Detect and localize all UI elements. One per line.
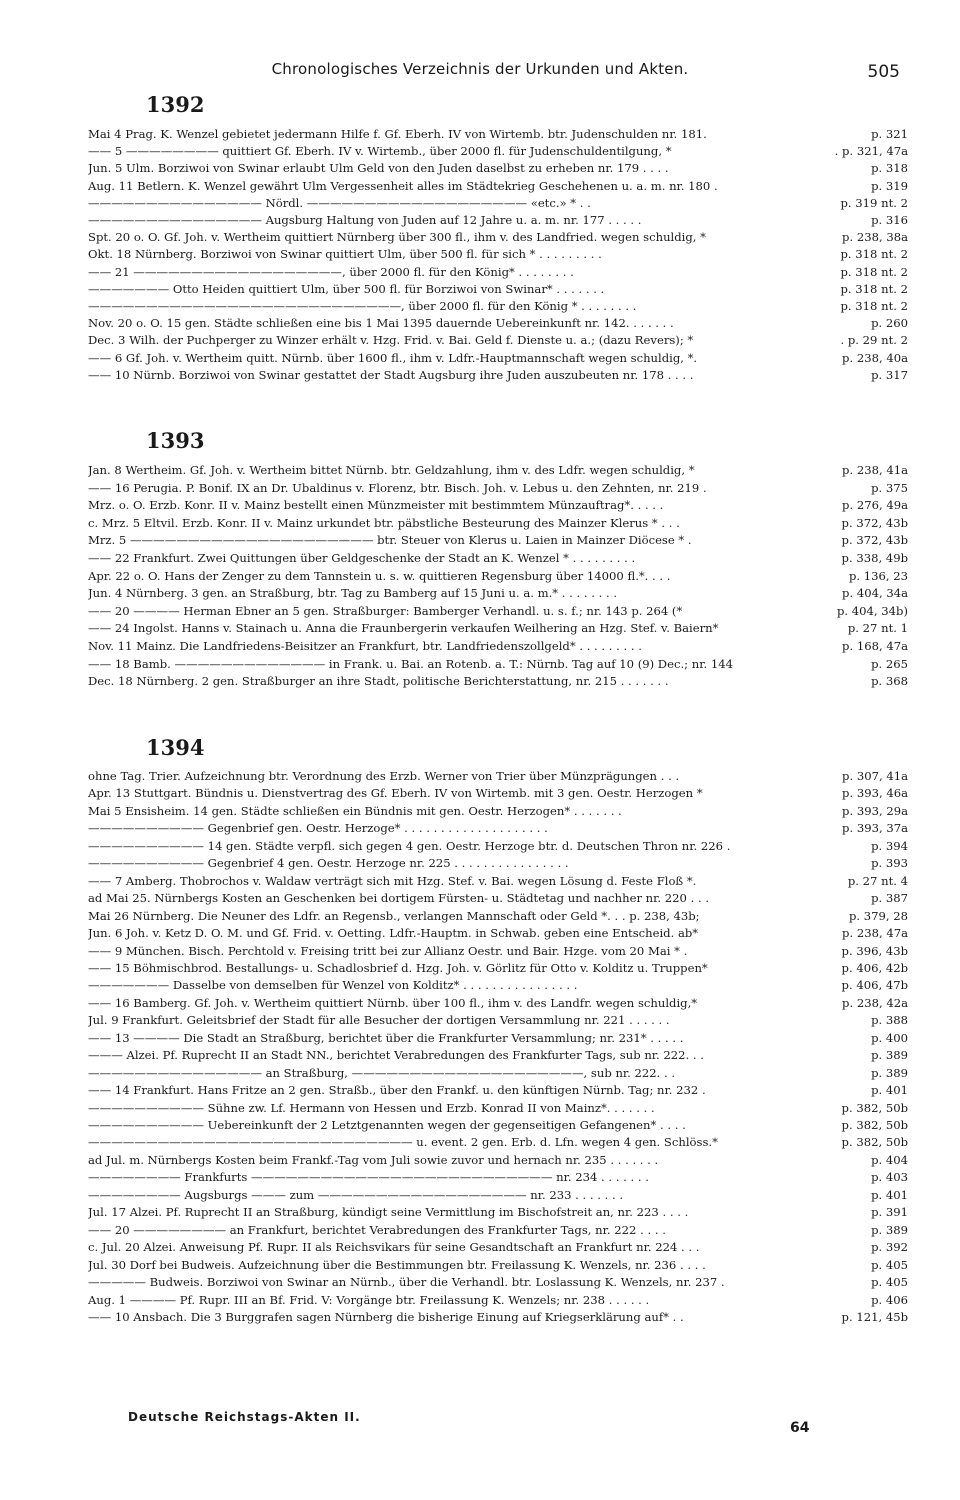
entry-text: ad Mai 25. Nürnbergs Kosten an Geschenken bei dortigem Fürsten- u. Städtetag und nachher nr. 220 . . . xyxy=(88,891,710,906)
page-reference: p. 393, 37a xyxy=(838,820,908,837)
page-reference: p. 238, 47a xyxy=(838,925,908,942)
page-reference: p. 238, 38a xyxy=(838,229,908,246)
register-entry xyxy=(88,298,908,315)
register-entry xyxy=(88,332,908,349)
page-reference: p. 375 xyxy=(867,480,908,497)
page-reference: . p. 29 nt. 2 xyxy=(837,332,908,349)
page-reference: p. 406, 47b xyxy=(838,977,908,994)
register-entry xyxy=(88,160,908,177)
page-reference: p. 393, 29a xyxy=(838,803,908,820)
page-reference: p. 265 xyxy=(867,656,908,673)
register-entry xyxy=(88,890,908,907)
register-entry xyxy=(88,925,908,942)
entry-text: —— 16 Bamberg. Gf. Joh. v. Wertheim quittiert Nürnb. über 100 fl., ihm v. des Landfr. wegen schuldig,* xyxy=(88,995,698,1010)
entry-text: —— 13 ———— Die Stadt an Straßburg, berichtet über die Frankfurter Versammlung; nr. 231* . . . . . xyxy=(88,1030,684,1045)
page-reference: p. 382, 50b xyxy=(838,1134,908,1151)
register-entry xyxy=(88,960,908,977)
page-reference: p. 405 xyxy=(867,1257,908,1274)
page-reference: p. 404, 34b) xyxy=(833,603,908,620)
register-entry xyxy=(88,638,908,655)
entry-text: —————————— Sühne zw. Lf. Hermann von Hessen und Erzb. Konrad II von Mainz*. . . . . . . xyxy=(88,1100,655,1115)
page-reference: p. 389 xyxy=(867,1065,908,1082)
register-entry xyxy=(88,1222,908,1239)
page-reference: p. 318 xyxy=(867,160,908,177)
entry-text: Jul. 30 Dorf bei Budweis. Aufzeichnung über die Bestimmungen btr. Freilassung K. Wenzels, nr. 236 . . . . xyxy=(88,1257,706,1272)
page-reference: p. 404, 34a xyxy=(838,585,908,602)
page-reference: p. 393 xyxy=(867,855,908,872)
register-entry xyxy=(88,1204,908,1221)
entry-text: ——————— Dasselbe von demselben für Wenzel von Kolditz* . . . . . . . . . . . . . . . . xyxy=(88,978,578,993)
register-entry xyxy=(88,281,908,298)
entry-text: ———————————————————————————— u. event. 2 gen. Erb. d. Lfn. wegen 4 gen. Schlöss.* xyxy=(88,1135,718,1150)
entry-text: Aug. 11 Betlern. K. Wenzel gewährt Ulm Vergessenheit alles im Städtekrieg Geschehenen u. a. m. nr. 180 . xyxy=(88,178,718,193)
entry-text: ohne Tag. Trier. Aufzeichnung btr. Verordnung des Erzb. Werner von Trier über Münzprägungen . . . xyxy=(88,769,680,783)
entry-text: ———————— Augsburgs ——— zum —————————————————— nr. 233 . . . . . . . xyxy=(88,1187,624,1202)
page-reference: p. 318 nt. 2 xyxy=(837,298,908,315)
entry-text: Jul. 17 Alzei. Pf. Ruprecht II an Straßburg, kündigt seine Vermittlung im Bischofstreit an, nr. 223 . . . . xyxy=(88,1205,689,1220)
page-reference: p. 318 nt. 2 xyxy=(837,246,908,263)
entry-text: Spt. 20 o. O. Gf. Joh. v. Wertheim quittiert Nürnberg über 300 fl., ihm v. des Landfried. wegen schuldig, * xyxy=(88,230,706,245)
entry-text: ——————————————— an Straßburg, ————————————————————, sub nr. 222. . . xyxy=(88,1065,676,1080)
register-entry xyxy=(88,1082,908,1099)
page-reference: p. 372, 43b xyxy=(838,532,908,549)
entry-text: ad Jul. m. Nürnbergs Kosten beim Frankf.-Tag vom Juli sowie zuvor und hernach nr. 235 . . . . . . . xyxy=(88,1152,659,1167)
register-entry xyxy=(88,143,908,160)
register-entry xyxy=(88,803,908,820)
register-entry xyxy=(88,1152,908,1169)
register-entry xyxy=(88,838,908,855)
page-reference: p. 404 xyxy=(867,1152,908,1169)
page-reference: p. 389 xyxy=(867,1047,908,1064)
entry-text: ——— Alzei. Pf. Ruprecht II an Stadt NN., berichtet Verabredungen des Frankfurter Tags, sub nr. 222. . . xyxy=(88,1048,704,1063)
page-reference: . p. 321, 47a xyxy=(831,143,908,160)
entry-text: —— 7 Amberg. Thobrochos v. Waldaw verträgt sich mit Hzg. Stef. v. Bai. wegen Lösung d. Feste Floß *. xyxy=(88,873,697,888)
page-reference: p. 382, 50b xyxy=(838,1117,908,1134)
entry-text: Apr. 13 Stuttgart. Bündnis u. Dienstvertrag des Gf. Eberh. IV von Wirtemb. mit 3 gen. Oestr. Herzogen * xyxy=(88,786,703,801)
register-entry xyxy=(88,195,908,212)
register-entry xyxy=(88,1117,908,1134)
entry-text: Jan. 8 Wertheim. Gf. Joh. v. Wertheim bittet Nürnb. btr. Geldzahlung, ihm v. des Ldfr. wegen schuldig, * xyxy=(88,463,695,477)
entry-text: —— 10 Ansbach. Die 3 Burggrafen sagen Nürnberg die bisherige Einung auf Kriegserklärung auf* . . xyxy=(88,1309,684,1324)
page-reference: p. 318 nt. 2 xyxy=(837,264,908,281)
entry-text: —— 9 München. Bisch. Perchtold v. Freising tritt bei zur Allianz Oestr. und Bair. Hzge. vom 20 Mai * . xyxy=(88,943,688,958)
register-entry xyxy=(88,1012,908,1029)
entry-text: —— 10 Nürnb. Borziwoi von Swinar gestattet der Stadt Augsburg ihre Juden auszubeuten nr. 178 . . . . xyxy=(88,367,694,382)
register-entry xyxy=(88,855,908,872)
page-reference: p. 319 nt. 2 xyxy=(837,195,908,212)
register-entry xyxy=(88,315,908,332)
register-entry xyxy=(88,178,908,195)
page-reference: p. 401 xyxy=(867,1082,908,1099)
register-entry xyxy=(88,1292,908,1309)
page-reference: p. 307, 41a xyxy=(838,768,908,785)
page-reference: p. 401 xyxy=(867,1187,908,1204)
entry-text: Jul. 9 Frankfurt. Geleitsbrief der Stadt für alle Besucher der dortigen Versammlung nr. 221 . . . . . . xyxy=(88,1013,670,1028)
register-entry xyxy=(88,1239,908,1256)
register-entry xyxy=(88,1047,908,1064)
page-reference: p. 27 nt. 1 xyxy=(844,620,908,637)
register-entry xyxy=(88,515,908,532)
entry-text: —— 24 Ingolst. Hanns v. Stainach u. Anna die Fraunbergerin verkaufen Weilhering an Hzg. Stef. v. Baiern* xyxy=(88,621,719,636)
page-reference: p. 338, 49b xyxy=(838,550,908,567)
register-entry xyxy=(88,656,908,673)
entry-text: Mai 4 Prag. K. Wenzel gebietet jedermann Hilfe f. Gf. Eberh. IV von Wirtemb. btr. Judenschulden nr. 181. xyxy=(88,127,707,141)
signature-mark: 64 xyxy=(790,1420,810,1436)
page-reference: p. 27 nt. 4 xyxy=(844,873,908,890)
register-entry xyxy=(88,1169,908,1186)
register-entry xyxy=(88,673,908,690)
entry-text: ——————————————— Nördl. ——————————————————— «etc.» * . . xyxy=(88,195,591,210)
page-reference: p. 391 xyxy=(867,1204,908,1221)
register-entry xyxy=(88,1134,908,1151)
entry-text: Dec. 3 Wilh. der Puchperger zu Winzer erhält v. Hzg. Frid. v. Bai. Geld f. Dienste u. a.; (dazu Revers); * xyxy=(88,333,694,348)
entry-text: ———————————————————————————, über 2000 fl. für den König * . . . . . . . . xyxy=(88,299,637,313)
register-entry xyxy=(88,908,908,925)
page-reference: p. 168, 47a xyxy=(838,638,908,655)
page-reference: p. 316 xyxy=(867,212,908,229)
entry-text: —— 18 Bamb. ————————————— in Frank. u. Bai. an Rotenb. a. T.: Nürnb. Tag auf 10 (9) Dec.; nr. 144 xyxy=(88,656,733,671)
entry-text: Jun. 6 Joh. v. Ketz D. O. M. und Gf. Frid. v. Oetting. Ldfr.-Hauptm. in Schwab. geben eine Entscheid. ab* xyxy=(88,926,699,941)
page-reference: p. 389 xyxy=(867,1222,908,1239)
page-reference: p. 379, 28 xyxy=(845,908,908,925)
register-entry xyxy=(88,462,908,479)
register-entry xyxy=(88,977,908,994)
page-reference: p. 260 xyxy=(867,315,908,332)
entry-text: Mai 26 Nürnberg. Die Neuner des Ldfr. an Regensb., verlangen Mannschaft oder Geld *. . . p. 238, 43b; xyxy=(88,908,700,923)
entry-text: Nov. 11 Mainz. Die Landfriedens-Beisitzer an Frankfurt, btr. Landfriedenszollgeld* . . . . . . . . . xyxy=(88,639,642,653)
register-entry xyxy=(88,785,908,802)
entry-text: —————————— Gegenbrief gen. Oestr. Herzoge* . . . . . . . . . . . . . . . . . . . . xyxy=(88,821,548,836)
page-reference: p. 406 xyxy=(867,1292,908,1309)
page-reference: p. 400 xyxy=(867,1030,908,1047)
entry-text: —— 5 ———————— quittiert Gf. Eberh. IV v. Wirtemb., über 2000 fl. für Judenschuldentilgung, * xyxy=(88,144,672,159)
entry-text: —— 22 Frankfurt. Zwei Quittungen über Geldgeschenke der Stadt an K. Wenzel * . . . . . . . . . xyxy=(88,551,636,565)
year-heading: 1392 xyxy=(146,92,205,117)
page-reference: p. 319 xyxy=(867,178,908,195)
entry-text: —— 16 Perugia. P. Bonif. IX an Dr. Ubaldinus v. Florenz, btr. Bisch. Joh. v. Lebus u. den Zehnten, nr. 219 . xyxy=(88,480,707,495)
entry-text: c. Jul. 20 Alzei. Anweisung Pf. Rupr. II als Reichsvikars für seine Gesandtschaft an Frankfurt nr. 224 . . . xyxy=(88,1240,700,1255)
entry-text: —————————— 14 gen. Städte verpfl. sich gegen 4 gen. Oestr. Herzoge btr. d. Deutschen Thron nr. 226 . xyxy=(88,838,731,853)
register-entry xyxy=(88,1257,908,1274)
register-entry xyxy=(88,367,908,384)
register-entry xyxy=(88,568,908,585)
register-entry xyxy=(88,1100,908,1117)
page-reference: p. 121, 45b xyxy=(838,1309,908,1326)
entry-text: ———————— Frankfurts —————————————————————————— nr. 234 . . . . . . . xyxy=(88,1170,649,1185)
register-entry xyxy=(88,873,908,890)
entry-text: Apr. 22 o. O. Hans der Zenger zu dem Tannstein u. s. w. quittieren Regensburg über 14000 fl.*. . . . xyxy=(88,568,671,583)
register-entry xyxy=(88,1065,908,1082)
entry-text: ————— Budweis. Borziwoi von Swinar an Nürnb., über die Verhandl. btr. Loslassung K. Wenzels, nr. 237 . xyxy=(88,1275,725,1290)
page-reference: p. 396, 43b xyxy=(838,943,908,960)
entry-text: —— 20 ———————— an Frankfurt, berichtet Verabredungen des Frankfurter Tags, nr. 222 . . . . xyxy=(88,1222,666,1237)
page-number: 505 xyxy=(867,62,900,82)
entry-text: Dec. 18 Nürnberg. 2 gen. Straßburger an ihre Stadt, politische Berichterstattung, nr. 215 . . . . . . . xyxy=(88,674,669,689)
entry-text: Mrz. o. O. Erzb. Konr. II v. Mainz bestellt einen Münzmeister mit bestimmtem Münzauftrag*. . . . . xyxy=(88,498,664,513)
register-entry xyxy=(88,212,908,229)
register-entry xyxy=(88,1030,908,1047)
page-title: Chronologisches Verzeichnis der Urkunden und Akten. xyxy=(271,60,689,78)
register-entry xyxy=(88,943,908,960)
page-reference: p. 238, 41a xyxy=(838,462,908,479)
register-entry xyxy=(88,497,908,514)
register-entry xyxy=(88,480,908,497)
register-entry xyxy=(88,246,908,263)
entry-text: —— 14 Frankfurt. Hans Fritze an 2 gen. Straßb., über den Frankf. u. den künftigen Nürnb. Tag; nr. 232 . xyxy=(88,1083,706,1098)
page-reference: p. 387 xyxy=(867,890,908,907)
entry-text: ——————————————— Augsburg Haltung von Juden auf 12 Jahre u. a. m. nr. 177 . . . . . xyxy=(88,213,642,227)
register-entry xyxy=(88,532,908,549)
register-entry xyxy=(88,995,908,1012)
register-entry xyxy=(88,603,908,620)
page-reference: p. 276, 49a xyxy=(838,497,908,514)
entry-text: ——————— Otto Heiden quittiert Ulm, über 500 fl. für Borziwoi von Swinar* . . . . . . . xyxy=(88,281,605,296)
page-reference: p. 318 nt. 2 xyxy=(837,281,908,298)
page-reference: p. 372, 43b xyxy=(838,515,908,532)
register-entry xyxy=(88,229,908,246)
page-reference: p. 394 xyxy=(867,838,908,855)
register-entry xyxy=(88,620,908,637)
register-entry xyxy=(88,820,908,837)
page-reference: p. 238, 42a xyxy=(838,995,908,1012)
entry-text: —————————— Gegenbrief 4 gen. Oestr. Herzoge nr. 225 . . . . . . . . . . . . . . . . xyxy=(88,856,569,871)
entry-text: c. Mrz. 5 Eltvil. Erzb. Konr. II v. Mainz urkundet btr. päbstliche Besteurung des Mainzer Klerus * . . . xyxy=(88,515,680,530)
page-reference: p. 321 xyxy=(867,126,908,143)
entry-text: Mai 5 Ensisheim. 14 gen. Städte schließen ein Bündnis mit gen. Oestr. Herzogen* . . . . . . . xyxy=(88,803,622,818)
series-footer: Deutsche Reichstags-Akten II. xyxy=(128,1410,361,1424)
entry-text: —— 15 Böhmischbrod. Bestallungs- u. Schadlosbrief d. Hzg. Joh. v. Görlitz für Otto v. Kolditz u. Truppen* xyxy=(88,960,708,975)
year-heading: 1394 xyxy=(146,735,205,760)
page-reference: p. 368 xyxy=(867,673,908,690)
register-entry xyxy=(88,1309,908,1326)
entry-text: —————————— Uebereinkunft der 2 Letztgenannten wegen der gegenseitigen Gefangenen* . . . . xyxy=(88,1118,686,1132)
page-reference: p. 317 xyxy=(867,367,908,384)
entry-text: Aug. 1 ———— Pf. Rupr. III an Bf. Frid. V: Vorgänge btr. Freilassung K. Wenzels; nr. 238 . . . . . . xyxy=(88,1292,650,1307)
entry-text: Nov. 20 o. O. 15 gen. Städte schließen eine bis 1 Mai 1395 dauernde Uebereinkunft nr. 142. . . . . . . xyxy=(88,316,674,331)
register-entry xyxy=(88,550,908,567)
entry-text: Jun. 4 Nürnberg. 3 gen. an Straßburg, btr. Tag zu Bamberg auf 15 Juni u. a. m.* . . . . . . . . xyxy=(88,586,618,601)
register-entry xyxy=(88,264,908,281)
entry-text: —— 21 ——————————————————, über 2000 fl. für den König* . . . . . . . . xyxy=(88,264,574,279)
entry-text: Jun. 5 Ulm. Borziwoi von Swinar erlaubt Ulm Geld von den Juden daselbst zu erheben nr. 179 . . . . xyxy=(88,161,669,176)
page-reference: p. 388 xyxy=(867,1012,908,1029)
page-reference: p. 392 xyxy=(867,1239,908,1256)
page-reference: p. 382, 50b xyxy=(838,1100,908,1117)
register-entry xyxy=(88,1187,908,1204)
register-entry xyxy=(88,1274,908,1291)
year-heading: 1393 xyxy=(146,428,205,453)
entry-text: —— 6 Gf. Joh. v. Wertheim quitt. Nürnb. über 1600 fl., ihm v. Ldfr.-Hauptmannschaft wegen schuldig, *. xyxy=(88,350,698,365)
register-entry xyxy=(88,126,908,143)
entry-text: Mrz. 5 ————————————————————— btr. Steuer von Klerus u. Laien in Mainzer Diöcese * . xyxy=(88,533,692,548)
page-reference: p. 403 xyxy=(867,1169,908,1186)
register-entry xyxy=(88,585,908,602)
page-reference: p. 238, 40a xyxy=(838,350,908,367)
entry-text: —— 20 ———— Herman Ebner an 5 gen. Straßburger: Bamberger Verhandl. u. s. f.; nr. 143 p. 264 (* xyxy=(88,603,683,618)
entry-text: Okt. 18 Nürnberg. Borziwoi von Swinar quittiert Ulm, über 500 fl. für sich * . . . . . . . . . xyxy=(88,247,602,262)
register-entry xyxy=(88,768,908,785)
register-entry xyxy=(88,350,908,367)
page-reference: p. 136, 23 xyxy=(845,568,908,585)
page-reference: p. 406, 42b xyxy=(838,960,908,977)
page-reference: p. 393, 46a xyxy=(838,785,908,802)
page-reference: p. 405 xyxy=(867,1274,908,1291)
